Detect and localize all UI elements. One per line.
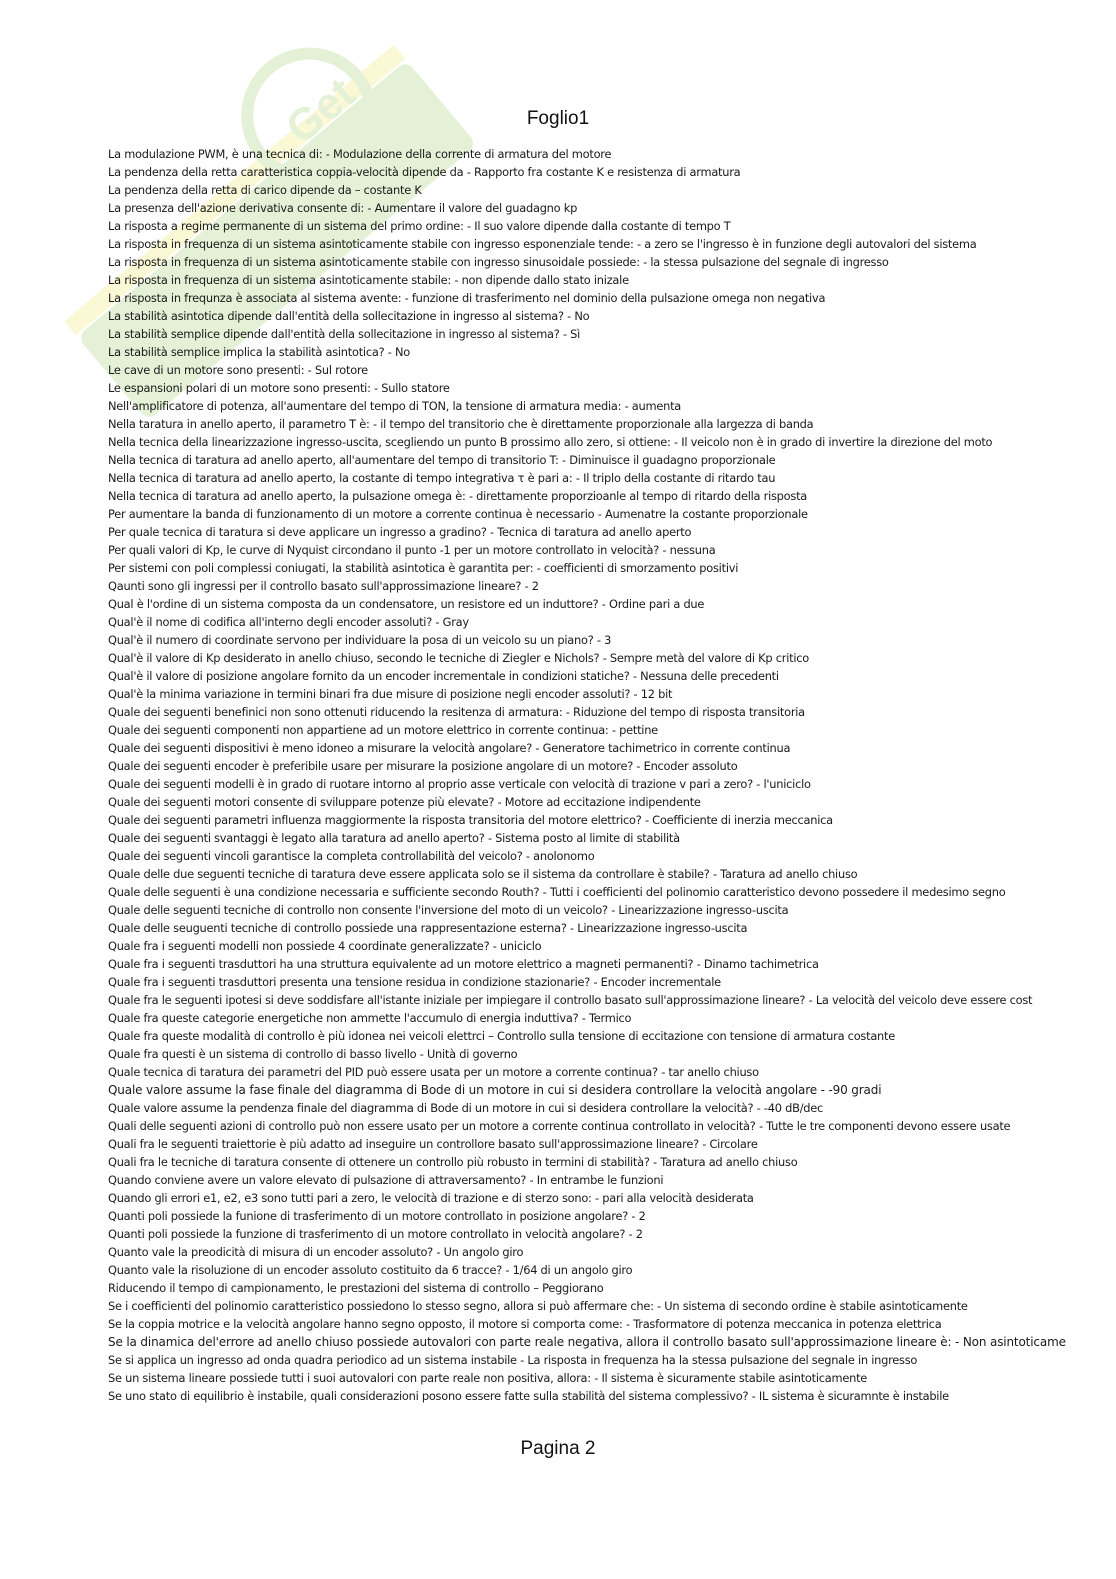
question-line: Quale fra i seguenti trasduttori presenta una tensione residua in condizione stazionarie? - Encoder incrementale: [108, 975, 721, 989]
question-line: Se i coefficienti del polinomio caratteristico possiedono lo stesso segno, allora si può affermare che: - Un sistema di secondo ordine è stabile asintoticamente: [108, 1299, 968, 1313]
sheet-title: Foglio1: [526, 108, 590, 129]
question-line: Nella tecnica di taratura ad anello aperto, all'aumentare del tempo di transitorio T: - Diminuisce il guadagno proporzionale: [108, 453, 776, 467]
question-line: Quando conviene avere un valore elevato di pulsazione di attraversamento? - In entrambe le funzioni: [108, 1173, 664, 1187]
question-line: Quali delle seguenti azioni di controllo può non essere usato per un motore a corrente continua controllato in velocità? - Tutte le tre componenti devono essere usate: [108, 1119, 1011, 1133]
question-line: Quali fra le seguenti traiettorie è più adatto ad inseguire un controllore basato sull'approssimazione lineare? - Circolare: [108, 1137, 758, 1151]
question-line: Quale fra queste categorie energetiche non ammette l'accumulo di energia induttiva? - Termico: [108, 1011, 632, 1025]
question-line: Quale tecnica di taratura dei parametri del PID può essere usata per un motore a corrente continua? - tar anello chiuso: [108, 1065, 759, 1079]
question-line: Quale dei seguenti componenti non appartiene ad un motore elettrico in corrente continua: - pettine: [108, 723, 658, 737]
page-number: Pagina 2: [520, 1438, 596, 1459]
question-line: Quale fra queste modalità di controllo è più idonea nei veicoli elettrci – Controllo sulla tensione di eccitazione con tensione di armatura costante: [108, 1029, 895, 1043]
question-line: Quale dei seguenti benefinici non sono ottenuti riducendo la resitenza di armatura: - Riduzione del tempo di risposta transitoria: [108, 705, 805, 719]
question-line: Nella taratura in anello aperto, il parametro T è: - il tempo del transitorio che è direttamente proporzionale alla largezza di banda: [108, 417, 814, 431]
question-line: Per sistemi con poli complessi coniugati, la stabilità asintotica è garantita per: - coefficienti di smorzamento positivi: [108, 561, 739, 575]
question-line: Nella tecnica di taratura ad anello aperto, la costante di tempo integrativa τ è pari a: - Il triplo della costante di ritardo tau: [108, 471, 776, 485]
question-line: Qual è l'ordine di un sistema composta da un condensatore, un resistore ed un induttore? - Ordine pari a due: [108, 597, 705, 611]
question-line: Qual'è il numero di coordinate servono per individuare la posa di un veicolo su un piano? - 3: [108, 633, 612, 647]
question-line: Quale delle seguenti tecniche di controllo non consente l'inversione del moto di un veicolo? - Linearizzazione ingresso-uscita: [108, 903, 789, 917]
question-line: Le espansioni polari di un motore sono presenti: - Sullo statore: [108, 381, 450, 395]
question-line: La risposta in frequenza di un sistema asintoticamente stabile con ingresso sinusoidale possiede: - la stessa pulsazione del segnale di ingresso: [108, 255, 889, 269]
question-line: Le cave di un motore sono presenti: - Sul rotore: [108, 363, 368, 377]
question-line: Quanto vale la risoluzione di un encoder assoluto costituito da 6 tracce? - 1/64 di un angolo giro: [108, 1263, 633, 1277]
question-line: Quando gli errori e1, e2, e3 sono tutti pari a zero, le velocità di trazione e di sterzo sono: - pari alla velocità desiderata: [108, 1191, 754, 1205]
question-line: Quale dei seguenti motori consente di sviluppare potenze più elevate? - Motore ad eccitazione indipendente: [108, 795, 701, 809]
question-line: Qual'è il nome di codifica all'interno degli encoder assoluti? - Gray: [108, 615, 469, 629]
question-line: Qual'è il valore di Kp desiderato in anello chiuso, secondo le tecniche di Ziegler e Nichols? - Sempre metà del valore di Kp critico: [108, 651, 809, 665]
question-list: [108, 145, 1098, 1405]
question-line: La stabilità asintotica dipende dall'entità della sollecitazione in ingresso al sistema? - No: [108, 309, 590, 323]
question-line: La risposta in frequenza di un sistema asintoticamente stabile: - non dipende dallo stato inizale: [108, 273, 629, 287]
question-line: Quale fra le seguenti ipotesi si deve soddisfare all'istante iniziale per impiegare il controllo basato sull'approssimazione lineare? - La velocità del veicolo deve essere cost: [108, 993, 1033, 1007]
question-line: La stabilità semplice dipende dall'entità della sollecitazione in ingresso al sistema? - Sì: [108, 327, 581, 341]
question-line: Nell'amplificatore di potenza, all'aumentare del tempo di TON, la tensione di armatura media: - aumenta: [108, 399, 682, 413]
question-line: Per quale tecnica di taratura si deve applicare un ingresso a gradino? - Tecnica di taratura ad anello aperto: [108, 525, 692, 539]
question-line: Nella tecnica della linearizzazione ingresso-uscita, scegliendo un punto B prossimo allo zero, si ottiene: - Il veicolo non è in grado di invertire la direzione del moto: [108, 435, 993, 449]
question-line: Riducendo il tempo di campionamento, le prestazioni del sistema di controllo – Peggiorano: [108, 1281, 604, 1295]
question-line: Quale delle due seguenti tecniche di taratura deve essere applicata solo se il sistema da controllare è stabile? - Taratura ad anello chiuso: [108, 867, 858, 881]
question-line: Quale dei seguenti modelli è in grado di ruotare intorno al proprio asse verticale con velocità di trazione v pari a zero? - l'uniciclo: [108, 777, 811, 791]
question-line: Per quali valori di Kp, le curve di Nyquist circondano il punto -1 per un motore controllato in velocità? - nessuna: [108, 543, 716, 557]
watermark-text: Get: [276, 68, 365, 154]
question-line: Quale dei seguenti parametri influenza maggiormente la risposta transitoria del motore elettrico? - Coefficiente di inerzia meccanica: [108, 813, 833, 827]
question-line: Quale valore assume la pendenza finale del diagramma di Bode di un motore in cui si desidera controllare la velocità? - -40 dB/dec: [108, 1101, 824, 1115]
question-line: La pendenza della retta di carico dipende da – costante K: [108, 183, 422, 197]
question-line: Se si applica un ingresso ad onda quadra periodico ad un sistema instabile - La risposta in frequenza ha la stessa pulsazione del segnale in ingresso: [108, 1353, 918, 1367]
question-line: Quale dei seguenti svantaggi è legato alla taratura ad anello aperto? - Sistema posto al limite di stabilità: [108, 831, 680, 845]
question-line: Quale delle seuguenti tecniche di controllo possiede una rappresentazione esterna? - Linearizzazione ingresso-uscita: [108, 921, 748, 935]
question-line: Quanti poli possiede la funione di trasferimento di un motore controllato in posizione angolare? - 2: [108, 1209, 646, 1223]
question-line: La pendenza della retta caratteristica coppia-velocità dipende da - Rapporto fra costante K e resistenza di armatura: [108, 165, 741, 179]
question-line: Quale fra questi è un sistema di controllo di basso livello - Unità di governo: [108, 1047, 518, 1061]
question-line: Quale dei seguenti dispositivi è meno idoneo a misurare la velocità angolare? - Generatore tachimetrico in corrente continua: [108, 741, 791, 755]
question-line: Se la dinamica del'errore ad anello chiuso possiede autovalori con parte reale negativa, allora il controllo basato sull'approssimazione lineare è: - Non asintoticame: [108, 1335, 1066, 1349]
question-line: Quale fra i seguenti modelli non possiede 4 coordinate generalizzate? - uniciclo: [108, 939, 542, 953]
question-line: Quale dei seguenti encoder è preferibile usare per misurare la posizione angolare di un motore? - Encoder assoluto: [108, 759, 738, 773]
question-line: Quale delle seguenti è una condizione necessaria e sufficiente secondo Routh? - Tutti i coefficienti del polinomio caratteristico devono possedere il medesimo segno: [108, 885, 1006, 899]
question-line: Quanti poli possiede la funzione di trasferimento di un motore controllato in velocità angolare? - 2: [108, 1227, 643, 1241]
question-line: Quale dei seguenti vincoli garantisce la completa controllabilità del veicolo? - anolonomo: [108, 849, 595, 863]
question-line: Quali fra le tecniche di taratura consente di ottenere un controllo più robusto in termini di stabilità? - Taratura ad anello chiuso: [108, 1155, 798, 1169]
question-line: La risposta a regime permanente di un sistema del primo ordine: - Il suo valore dipende dalla costante di tempo T: [108, 219, 731, 233]
question-line: La stabilità semplice implica la stabilità asintotica? - No: [108, 345, 410, 359]
question-line: Qual'è il valore di posizione angolare fornito da un encoder incrementale in condizioni statiche? - Nessuna delle precedenti: [108, 669, 779, 683]
question-line: Se uno stato di equilibrio è instabile, quali considerazioni posono essere fatte sulla stabilità del sistema complessivo? - IL sistema è sicuramnte è instabile: [108, 1389, 949, 1403]
question-line: La presenza dell'azione derivativa consente di: - Aumentare il valore del guadagno kp: [108, 201, 578, 215]
question-line: Nella tecnica di taratura ad anello aperto, la pulsazione omega è: - direttamente proporzioanle al tempo di ritardo della risposta: [108, 489, 808, 503]
question-line: La risposta in frequnza è associata al sistema avente: - funzione di trasferimento nel dominio della pulsazione omega non negativa: [108, 291, 826, 305]
question-line: Qual'è la minima variazione in termini binari fra due misure di posizione negli encoder assoluti? - 12 bit: [108, 687, 673, 701]
question-line: La modulazione PWM, è una tecnica di: - Modulazione della corrente di armatura del motore: [108, 147, 612, 161]
question-line: La risposta in frequenza di un sistema asintoticamente stabile con ingresso esponenziale tende: - a zero se l'ingresso è in funzione degli autovalori del sistema: [108, 237, 977, 251]
question-line: Se un sistema lineare possiede tutti i suoi autovalori con parte reale non positiva, allora: - Il sistema è sicuramente stabile asintoticamente: [108, 1371, 868, 1385]
question-line: Quanto vale la preodicità di misura di un encoder assoluto? - Un angolo giro: [108, 1245, 524, 1259]
question-line: Per aumentare la banda di funzionamento di un motore a corrente continua è necessario - Aumenatre la costante proporzionale: [108, 507, 808, 521]
question-line: Quale valore assume la fase finale del diagramma di Bode di un motore in cui si desidera controllare la velocità angolare - -90 gradi: [108, 1083, 882, 1097]
question-line: Quale fra i seguenti trasduttori ha una struttura equivalente ad un motore elettrico a magneti permanenti? - Dinamo tachimetrica: [108, 957, 819, 971]
question-line: Qaunti sono gli ingressi per il controllo basato sull'approssimazione lineare? - 2: [108, 579, 539, 593]
question-line: Se la coppia motrice e la velocità angolare hanno segno opposto, il motore si comporta come: - Trasformatore di potenza meccanica in potenza elettrica: [108, 1317, 942, 1331]
